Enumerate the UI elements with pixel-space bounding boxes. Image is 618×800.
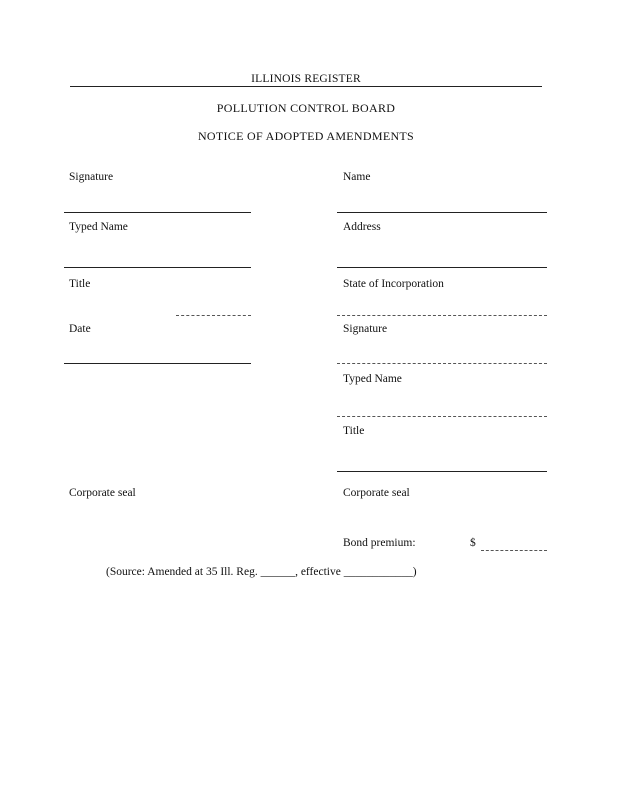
source-note: (Source: Amended at 35 Ill. Reg. ______, effective ____________) [106,566,417,578]
right-typed-name-line[interactable] [337,416,547,417]
left-corporate-seal-label: Corporate seal [69,487,136,499]
left-typed-name-label: Typed Name [69,221,128,233]
right-address-line[interactable] [337,267,547,268]
left-signature-line[interactable] [64,212,251,213]
right-name-line[interactable] [337,212,547,213]
right-title-label: Title [343,425,365,437]
notice-title: NOTICE OF ADOPTED AMENDMENTS [197,129,415,143]
left-date-label: Date [69,323,91,335]
right-signature-line[interactable] [337,363,547,364]
left-typed-name-line[interactable] [64,267,251,268]
right-corporate-seal-label: Corporate seal [343,487,410,499]
right-signature-label: Signature [343,323,388,335]
state-of-incorporation-label: State of Incorporation [343,278,444,290]
right-title-line[interactable] [337,471,547,472]
header-rule [70,86,542,87]
register-header: ILLINOIS REGISTER [251,73,361,85]
right-typed-name-label: Typed Name [343,373,402,385]
left-title-label: Title [69,278,91,290]
dollar-sign: $ [470,537,476,549]
left-title-line[interactable] [176,315,251,316]
right-name-label: Name [343,171,371,183]
state-of-incorporation-line[interactable] [337,315,547,316]
right-address-label: Address [343,221,381,233]
left-date-line[interactable] [64,363,251,364]
bond-premium-line[interactable] [481,550,547,551]
bond-premium-label: Bond premium: [343,537,416,549]
left-signature-label: Signature [69,171,114,183]
board-title: POLLUTION CONTROL BOARD [216,101,396,115]
